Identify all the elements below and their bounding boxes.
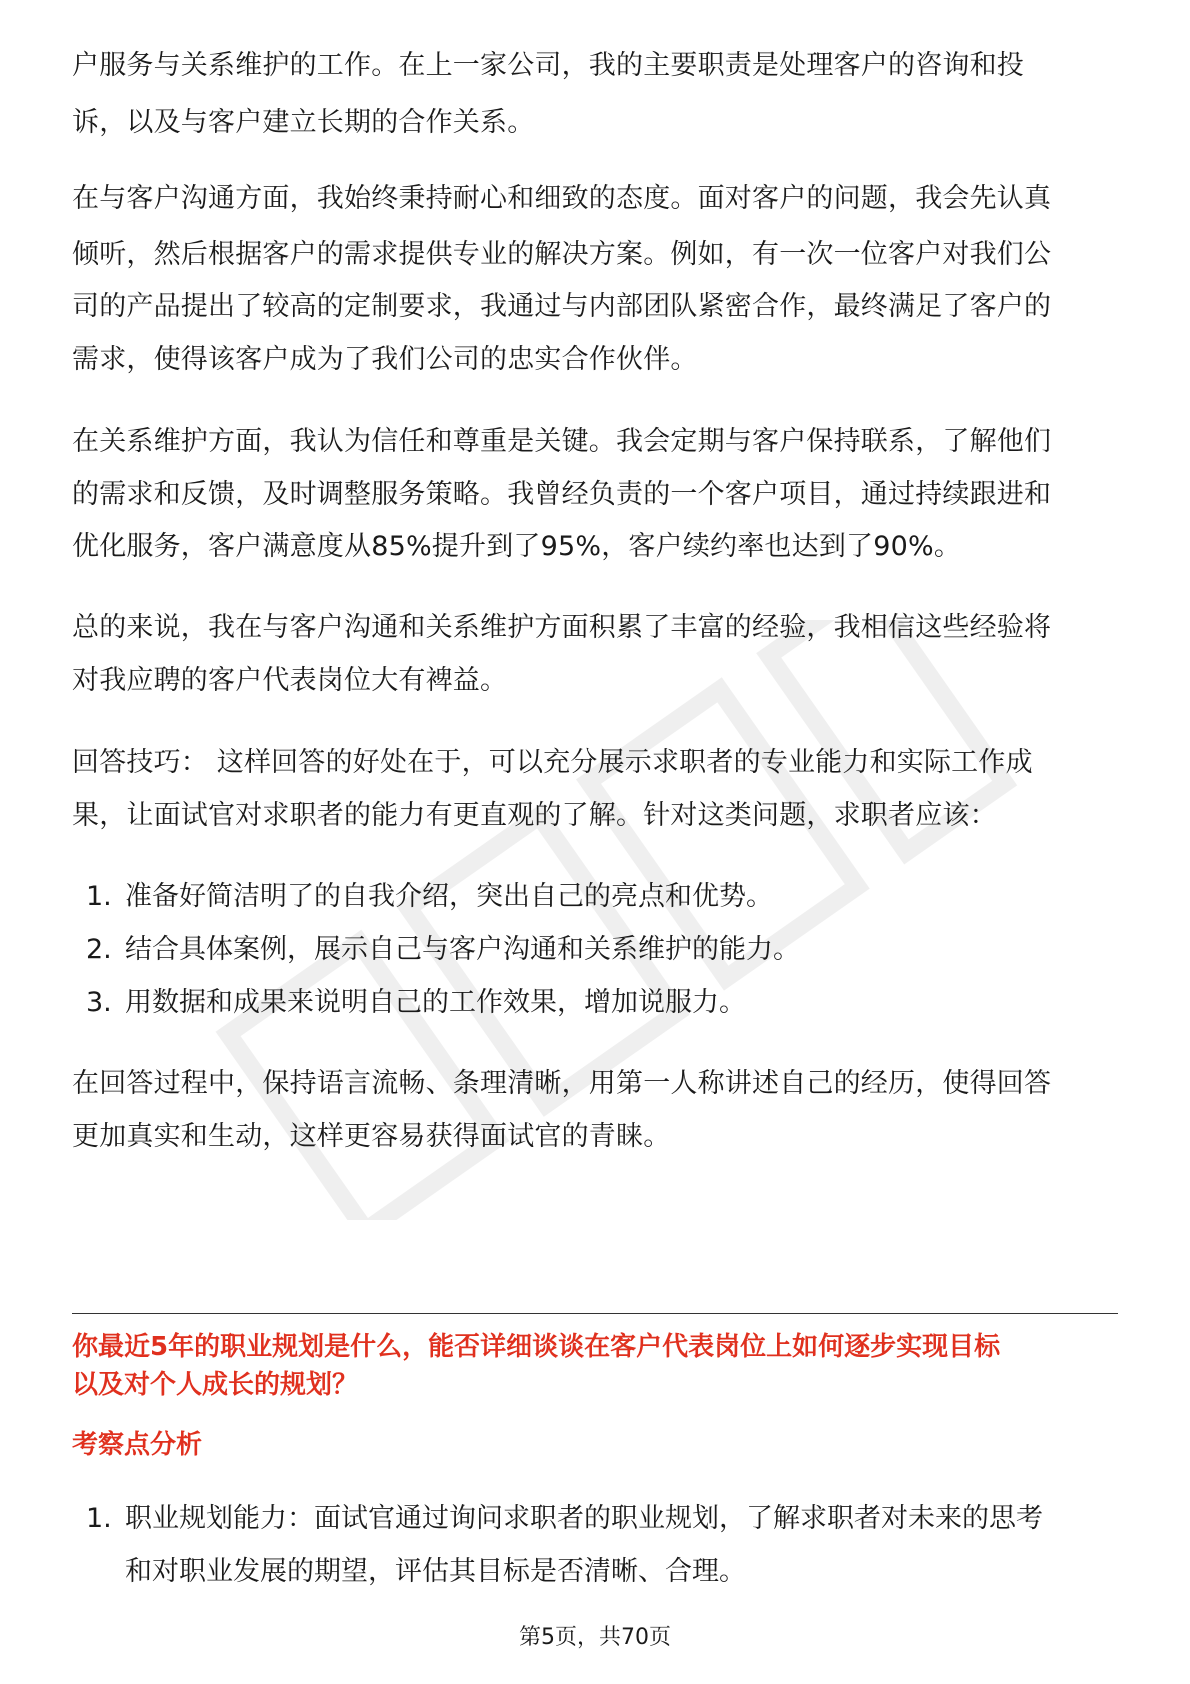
answer-tips-line: 回答技巧： 这样回答的好处在于，可以充分展示求职者的专业能力和实际工作成 xyxy=(72,747,1033,778)
paragraph-line: 总的来说，我在与客户沟通和关系维护方面积累了丰富的经验，我相信这些经验将 xyxy=(72,612,1052,643)
list-text: 和对职业发展的期望，评估其目标是否清晰、合理。 xyxy=(125,1556,746,1587)
paragraph-line: 对我应聘的客户代表岗位大有裨益。 xyxy=(72,665,508,696)
list-number: 1. xyxy=(86,1503,112,1534)
list-text: 职业规划能力：面试官通过询问求职者的职业规划，了解求职者对未来的思考 xyxy=(125,1503,1043,1534)
section-heading: 考察点分析 xyxy=(72,1430,203,1460)
paragraph-line: 倾听，然后根据客户的需求提供专业的解决方案。例如，有一次一位客户对我们公 xyxy=(72,239,1052,270)
list-number: 1. xyxy=(86,881,112,912)
answer-tips-line: 果，让面试官对求职者的能力有更直观的了解。针对这类问题，求职者应该： xyxy=(72,800,997,831)
list-number: 3. xyxy=(86,987,112,1018)
page-footer: 第5页，共70页 xyxy=(519,1625,671,1650)
paragraph-line: 在关系维护方面，我认为信任和尊重是关键。我会定期与客户保持联系，了解他们 xyxy=(72,426,1052,457)
list-text: 用数据和成果来说明自己的工作效果，增加说服力。 xyxy=(125,987,746,1018)
paragraph-line: 在回答过程中，保持语言流畅、条理清晰，用第一人称讲述自己的经历，使得回答 xyxy=(72,1068,1052,1099)
interview-question xyxy=(72,1328,1118,1404)
section-divider xyxy=(72,1313,1118,1314)
paragraph-line: 的需求和反馈，及时调整服务策略。我曾经负责的一个客户项目，通过持续跟进和 xyxy=(72,479,1052,510)
paragraph-line: 户服务与关系维护的工作。在上一家公司，我的主要职责是处理客户的咨询和投 xyxy=(72,50,1024,81)
question-line: 以及对个人成长的规划？ xyxy=(72,1370,359,1400)
paragraph-line: 司的产品提出了较高的定制要求，我通过与内部团队紧密合作，最终满足了客户的 xyxy=(72,291,1052,322)
paragraph-line: 需求，使得该客户成为了我们公司的忠实合作伙伴。 xyxy=(72,344,698,375)
list-text: 结合具体案例，展示自己与客户沟通和关系维护的能力。 xyxy=(125,934,800,965)
paragraph-line: 诉，以及与客户建立长期的合作关系。 xyxy=(72,107,535,138)
paragraph-line: 在与客户沟通方面，我始终秉持耐心和细致的态度。面对客户的问题，我会先认真 xyxy=(72,183,1052,214)
paragraph-line: 优化服务，客户满意度从85%提升到了95%，客户续约率也达到了90%。 xyxy=(72,531,962,562)
list-text: 准备好简洁明了的自我介绍，突出自己的亮点和优势。 xyxy=(125,881,773,912)
paragraph-line: 更加真实和生动，这样更容易获得面试官的青睐。 xyxy=(72,1121,671,1152)
list-number: 2. xyxy=(86,934,112,965)
question-line: 你最近5年的职业规划是什么，能否详细谈谈在客户代表岗位上如何逐步实现目标 xyxy=(72,1332,1001,1362)
